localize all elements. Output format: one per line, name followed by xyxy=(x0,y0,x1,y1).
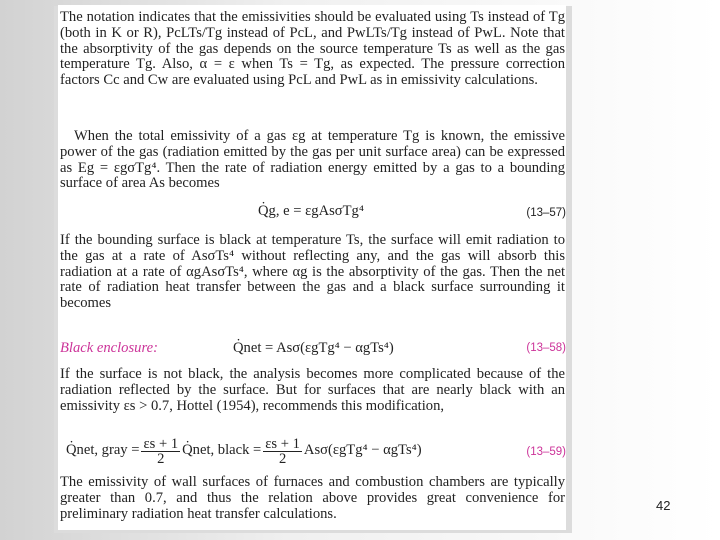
equation-middle: Q̇net, black = xyxy=(182,442,262,459)
fraction-numerator: εs + 1 xyxy=(143,435,179,452)
equation-13-58 xyxy=(58,339,566,361)
equation-number: (13–58) xyxy=(526,342,566,354)
fraction xyxy=(141,437,180,466)
paragraph-black-surface: If the bounding surface is black at temperature Ts, the surface will emit radiation to the gas at a rate of AsσTs⁴ without reflecting any, and the gas will absorb this radiation at a rate of αgAsσTs⁴, where αg is the absorptivity of the gas. Then the net rate of radiation heat transfer between the gas and a black surface surrounding it becomes xyxy=(60,232,565,312)
equation-rhs: Asσ(εgTg⁴ − αgTs⁴) xyxy=(303,442,422,459)
fraction-denominator: 2 xyxy=(278,450,287,467)
equation-expression: Q̇g, e = εgAsσTg⁴ xyxy=(258,203,364,219)
black-enclosure-label: Black enclosure: xyxy=(60,340,158,356)
equation-expression xyxy=(66,433,422,469)
scanned-textbook-page xyxy=(58,5,566,530)
equation-number: (13–57) xyxy=(526,207,566,219)
equation-lhs: Q̇net, gray = xyxy=(66,442,140,459)
paragraph-notation: The notation indicates that the emissivities should be evaluated using Ts instead of Tg (both in K or R), PcLTs/Tg instead of PcL, and PwLTs/Tg instead of PwL. Note that the absorptivity of the gas depends on the source temperature Ts as well as the gas temperature Tg. Also, α = ε when Ts = Tg, as expected. The pressure correction factors Cc and Cw are evaluated using PcL and PwL as in emissivity calculations. xyxy=(60,9,565,89)
fraction xyxy=(263,437,302,466)
equation-13-59 xyxy=(58,433,566,469)
fraction-numerator: εs + 1 xyxy=(265,435,300,452)
equation-13-57 xyxy=(58,204,566,226)
equation-expression: Q̇net = Asσ(εgTg⁴ − αgTs⁴) xyxy=(233,340,394,356)
equation-number: (13–59) xyxy=(526,446,566,458)
paragraph-furnace-walls: The emissivity of wall surfaces of furnaces and combustion chambers are typically greater than 0.7, and thus the relation above provides great convenience for preliminary radiation heat transfer calculations. xyxy=(60,474,565,522)
fraction-denominator: 2 xyxy=(157,450,165,467)
paragraph-gas-emissive-power: When the total emissivity of a gas εg at temperature Tg is known, the emissive power of the gas (radiation emitted by the gas per unit surface area) can be expressed as Eg = εgσTg⁴. Then the rate of radiation energy emitted by a gas to a bounding surface of area As becomes xyxy=(60,128,565,192)
slide-number: 42 xyxy=(656,498,671,513)
paragraph-gray-surface: If the surface is not black, the analysis becomes more complicated because of the radiation reflected by the surface. But for surfaces that are nearly black with an emissivity εs > 0.7, Hottel (1954), recommends this modification, xyxy=(60,366,565,414)
